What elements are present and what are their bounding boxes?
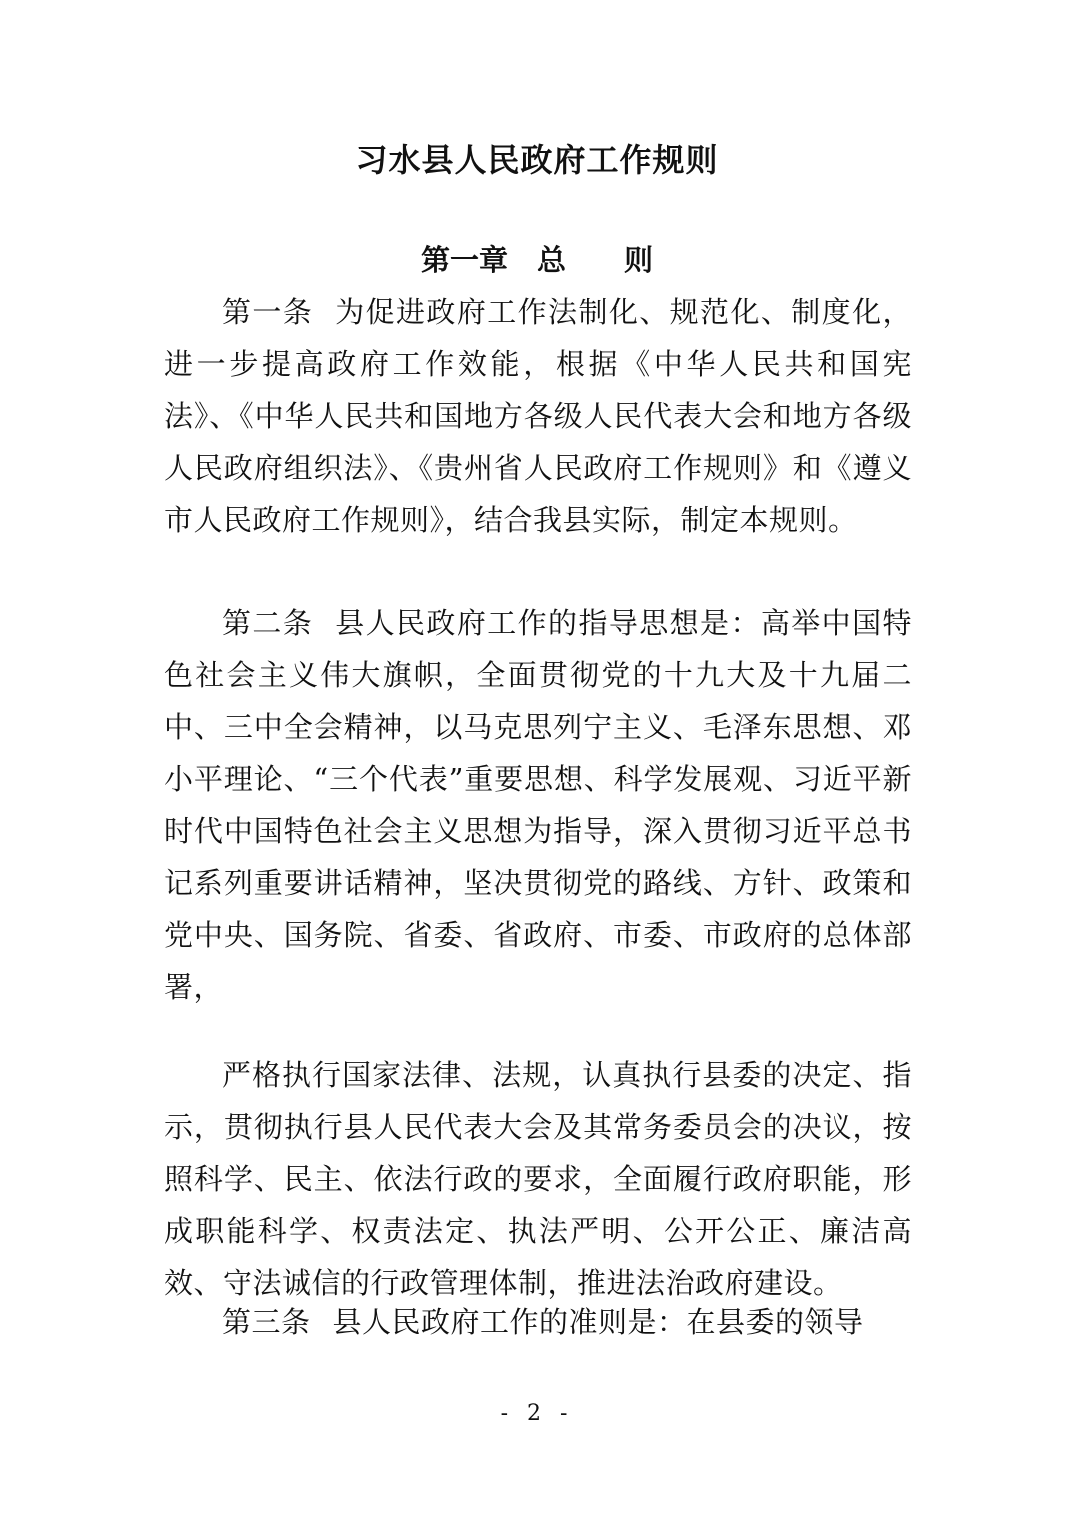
paragraph-article-3: [164, 1296, 912, 1348]
chapter-heading: 第一章 总 则: [420, 243, 653, 277]
paragraph-article-2: [164, 597, 912, 1013]
paragraph-text: 严格执行国家法律、法规，认真执行县委的决定、指示，贯彻执行县人民代表大会及其常务委员会的决议，按照科学、民主、依法行政的要求，全面履行政府职能，形成职能科学、权责法定、执法严明、公开公正、廉洁高效、守法诚信的行政管理体制，推进法治政府建设。: [164, 1058, 912, 1300]
paragraph-text: 为促进政府工作法制化、规范化、制度化，进一步提高政府工作效能，根据《中华人民共和国宪法》、《中华人民共和国地方各级人民代表大会和地方各级人民政府组织法》、《贵州省人民政府工作规则》和《遵义市人民政府工作规则》，结合我县实际，制定本规则。: [164, 295, 912, 537]
paragraph-text: 县人民政府工作的指导思想是：高举中国特色社会主义伟大旗帜，全面贯彻党的十九大及十九届二中、三中全会精神，以马克思列宁主义、毛泽东思想、邓小平理论、“三个代表”重要思想、科学发展观、习近平新时代中国特色社会主义思想为指导，深入贯彻习近平总书记系列重要讲话精神，坚决贯彻党的路线、方针、政策和党中央、国务院、省委、省政府、市委、市政府的总体部署，: [164, 606, 912, 1004]
article-number: 第一条: [222, 295, 314, 329]
article-number: 第三条: [222, 1305, 311, 1339]
article-number: 第二条: [222, 606, 314, 640]
paragraph-continuation: [164, 1049, 912, 1309]
page-number: - 2 -: [500, 1401, 574, 1426]
document-title: 习水县人民政府工作规则: [355, 141, 719, 179]
paragraph-text: 县人民政府工作的准则是：在县委的领导: [332, 1305, 864, 1339]
paragraph-article-1: [164, 286, 912, 546]
